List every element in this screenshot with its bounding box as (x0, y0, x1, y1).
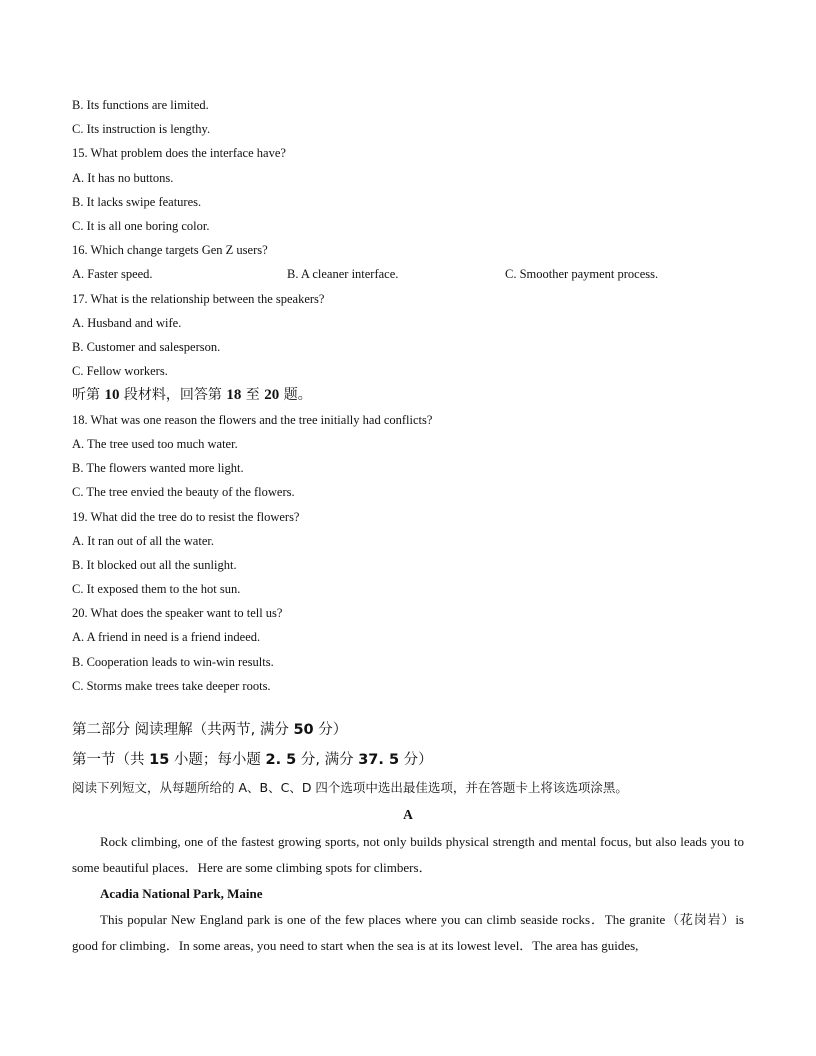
q16-option-a: A. Faster speed. (72, 267, 153, 282)
q18-option-b: B. The flowers wanted more light. (72, 461, 244, 476)
q19-option-c: C. It exposed them to the hot sun. (72, 582, 241, 597)
material-10-heading: 听第 10 段材料，回答第 18 至 20 题。 (72, 387, 312, 404)
q16-options (72, 262, 744, 286)
reading-instruction: 阅读下列短文，从每题所给的 A、B、C、D 四个选项中选出最佳选项，并在答题卡上将该选项涂黑。 (72, 780, 628, 795)
q16-option-c: C. Smoother payment process. (505, 267, 659, 282)
q17-option-a: A. Husband and wife. (72, 315, 182, 330)
q17-option-b: B. Customer and salesperson. (72, 339, 221, 354)
q19-option-a: A. It ran out of all the water. (72, 533, 214, 548)
q17-option-c: C. Fellow workers. (72, 364, 168, 379)
reading-section-heading: 第一节（共 15 小题；每小题 2. 5 分, 满分 37. 5 分） (72, 752, 433, 768)
q15-question: 15. What problem does the interface have? (72, 146, 286, 161)
q18-option-c: C. The tree envied the beauty of the flowers. (72, 485, 295, 500)
q20-option-b: B. Cooperation leads to win-win results. (72, 654, 274, 669)
q20-question: 20. What does the speaker want to tell us? (72, 606, 283, 621)
q14-option-b: B. Its functions are limited. (72, 98, 209, 112)
passage-paragraph-2: This popular New England park is one of the few places where you can climb seaside rocks．The granite（花岗岩）is good for climbing．In some areas, you need to start when the sea is at its lowest level．The area has guides, (72, 912, 744, 953)
q15-option-b: B. It lacks swipe features. (72, 194, 202, 209)
q18-option-a: A. The tree used too much water. (72, 436, 238, 451)
q16-option-b: B. A cleaner interface. (287, 267, 399, 282)
exam-page-content (72, 93, 744, 959)
passage-paragraph-1: Rock climbing, one of the fastest growing sports, not only builds physical strength and mental focus, but also leads you to some beautiful places．Here are some climbing spots for climbers． (72, 834, 744, 875)
q15-option-a: A. It has no buttons. (72, 170, 174, 185)
reading-part-heading: 第二部分 阅读理解（共两节, 满分 50 分） (72, 722, 348, 738)
q16-question: 16. Which change targets Gen Z users? (72, 243, 268, 258)
q15-option-c: C. It is all one boring color. (72, 218, 210, 233)
passage-subheading: Acadia National Park, Maine (100, 886, 263, 901)
q17-question: 17. What is the relationship between the speakers? (72, 291, 325, 306)
section-gap (72, 698, 744, 715)
q20-option-c: C. Storms make trees take deeper roots. (72, 678, 271, 693)
q20-option-a: A. A friend in need is a friend indeed. (72, 630, 261, 645)
q14-option-c: C. Its instruction is lengthy. (72, 122, 211, 137)
passage-letter: A (403, 807, 413, 822)
q19-option-b: B. It blocked out all the sunlight. (72, 557, 237, 572)
q18-question: 18. What was one reason the flowers and the tree initially had conflicts? (72, 412, 433, 427)
q19-question: 19. What did the tree do to resist the flowers? (72, 509, 300, 524)
